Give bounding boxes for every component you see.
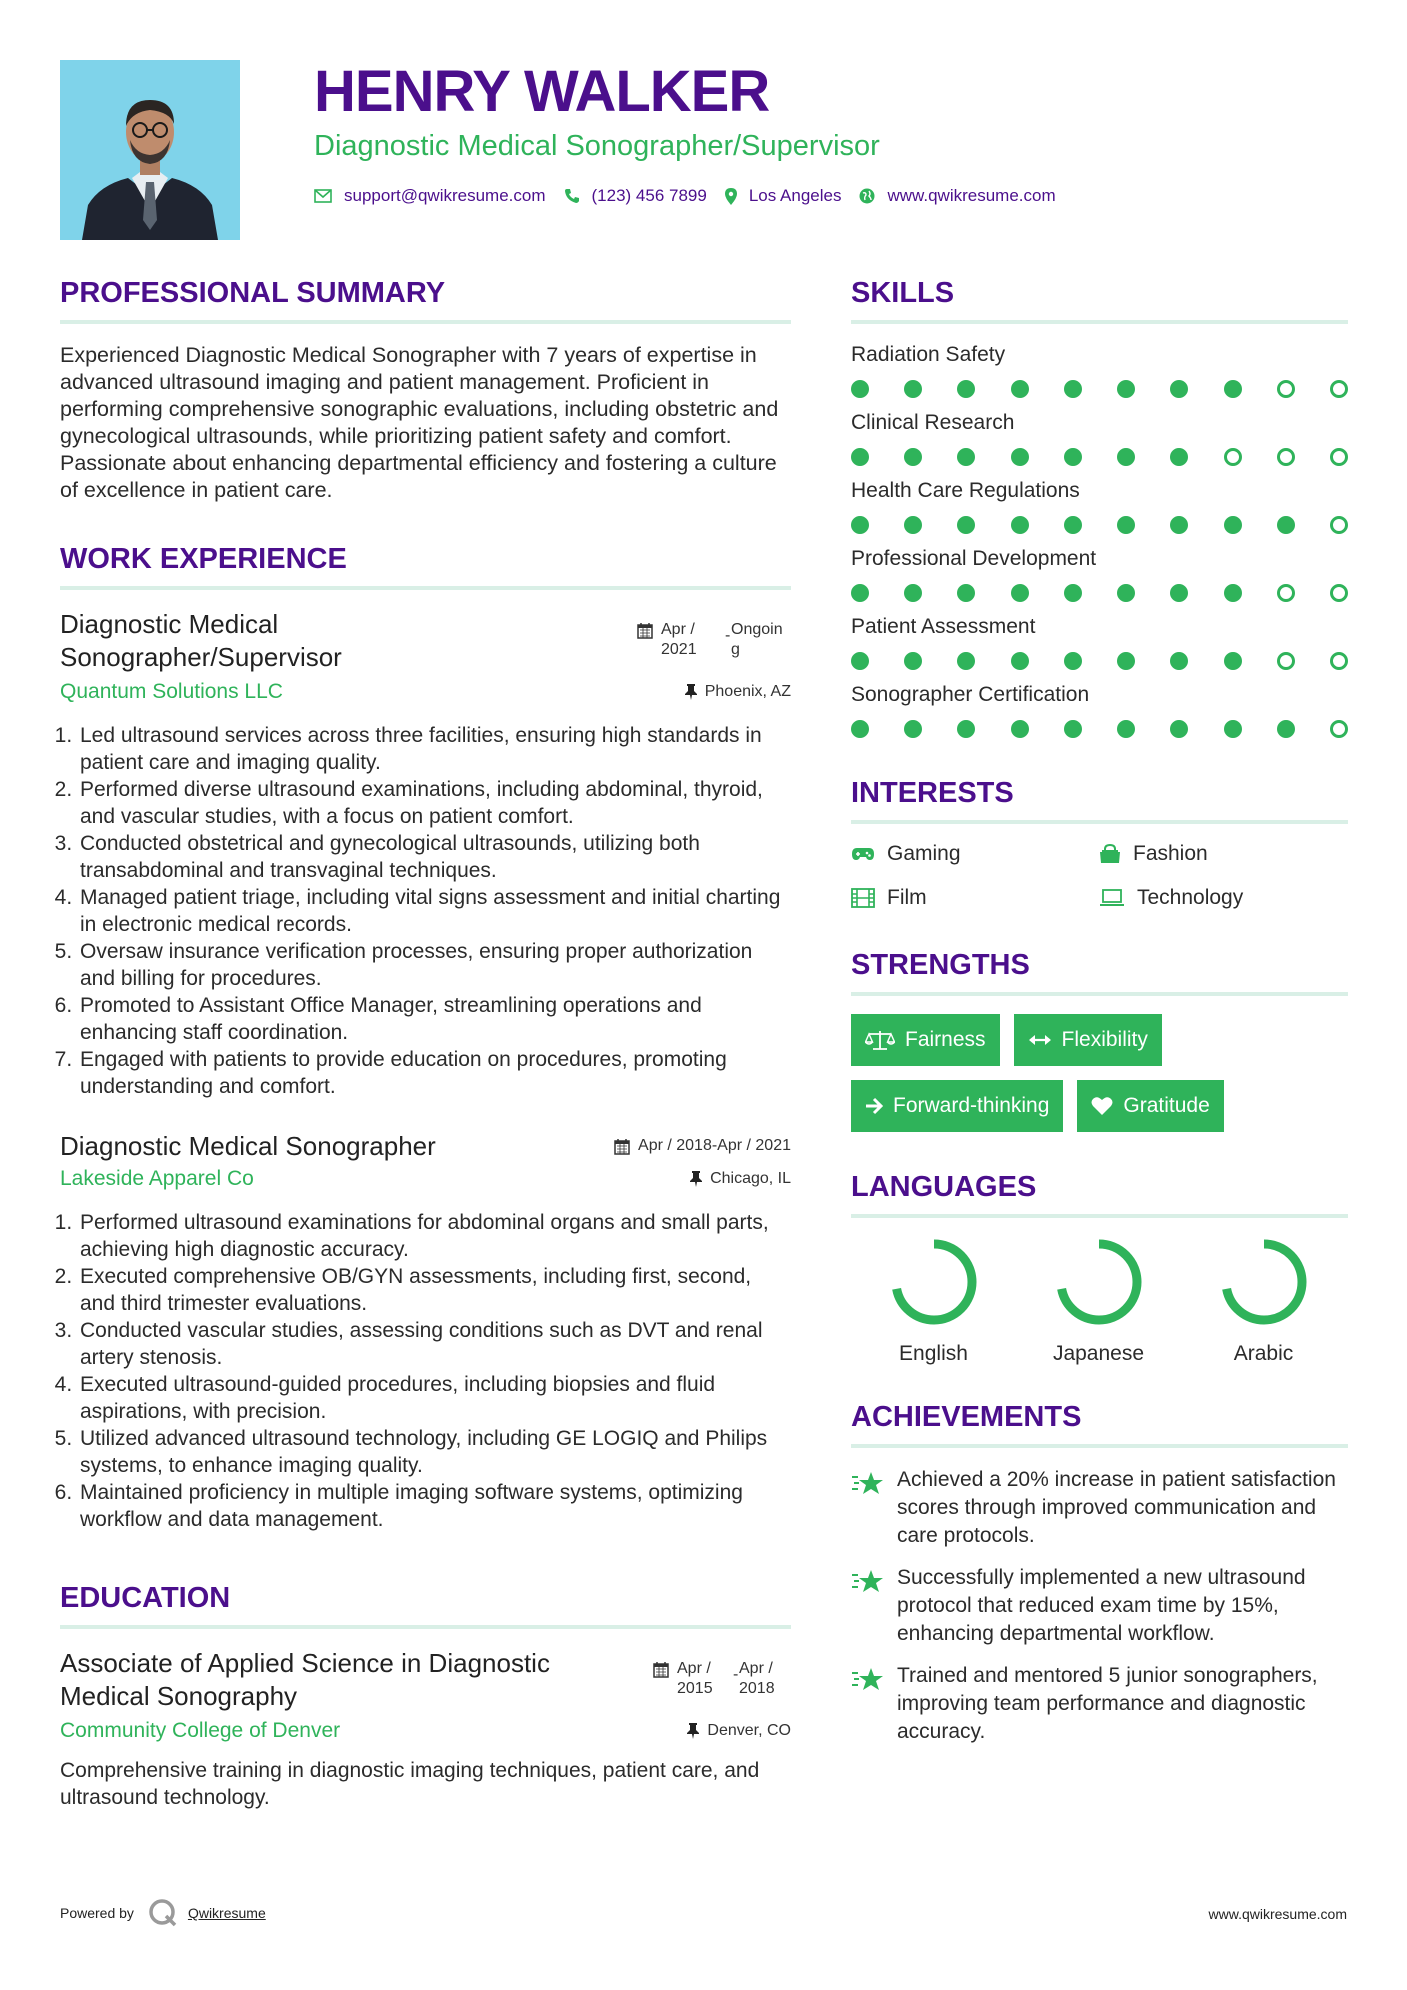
contact-email[interactable] [314, 186, 546, 206]
education-description: Comprehensive training in diagnostic imaging techniques, patient care, and ultrasound technology. [60, 1759, 760, 1809]
achievement-text: Successfully implemented a new ultrasound protocol that reduced exam time by 15%, enhancing departmental workflow. [897, 1566, 1306, 1645]
email-text: support@qwikresume.com [344, 186, 546, 205]
location-text: Los Angeles [748, 186, 842, 205]
interest-item [1099, 842, 1347, 866]
skill-item [851, 342, 1348, 398]
envelope-icon [314, 189, 332, 203]
rating-dot-empty [1277, 448, 1295, 466]
language-level-arc [1226, 1244, 1302, 1320]
rating-dot-filled [1170, 652, 1188, 670]
rating-dot-filled [957, 652, 975, 670]
phone-text: (123) 456 7899 [591, 186, 707, 205]
strength-label: Forward-thinking [893, 1094, 1050, 1117]
date-separator: - [733, 1666, 739, 1683]
profile-photo [60, 60, 240, 240]
rating-dot-filled [1011, 584, 1029, 602]
rating-dot-filled [904, 584, 922, 602]
skill-rating [851, 720, 1348, 738]
rating-dot-filled [1117, 448, 1135, 466]
start-date: Apr / 2021 [661, 621, 697, 658]
candidate-title: Diagnostic Medical Sonographer/Supervisor [314, 130, 880, 162]
achievements-heading: ACHIEVEMENTS [851, 1400, 1348, 1448]
skills-heading: SKILLS [851, 276, 1348, 324]
skill-rating [851, 448, 1348, 466]
strength-tag [851, 1080, 1063, 1132]
pushpin-icon [690, 1171, 702, 1187]
skill-rating [851, 652, 1348, 670]
skill-rating [851, 380, 1348, 398]
languages-section [851, 1170, 1348, 1366]
language-item [1181, 1236, 1346, 1366]
education-heading: EDUCATION [60, 1581, 791, 1629]
language-level-ring [1053, 1236, 1145, 1328]
job-entry [60, 1130, 791, 1533]
skill-name: Radiation Safety [851, 343, 1006, 366]
achievement-item [851, 1466, 1348, 1550]
film-icon [851, 888, 875, 908]
list-item: 1. Led ultrasound services across three facilities, ensuring high standards in patient care and imaging quality. [78, 722, 791, 776]
strength-tag [851, 1014, 1000, 1066]
skill-item [851, 546, 1348, 602]
rating-dot-filled [1064, 720, 1082, 738]
rating-dot-filled [957, 516, 975, 534]
contact-website[interactable] [859, 186, 1055, 206]
calendar-icon [653, 1661, 669, 1678]
company-name: Lakeside Apparel Co [60, 1167, 254, 1190]
list-item: 4. Managed patient triage, including vital signs assessment and initial charting in electronic medical records. [78, 884, 791, 938]
job-location [690, 1170, 791, 1188]
heart-icon [1091, 1096, 1113, 1116]
achievements-section [851, 1400, 1348, 1746]
language-name: Arabic [1233, 1342, 1294, 1365]
rating-dot-filled [1064, 516, 1082, 534]
rating-dot-filled [851, 652, 869, 670]
language-item [851, 1236, 1016, 1366]
candidate-name: HENRY WALKER [314, 59, 770, 124]
skill-rating [851, 516, 1348, 534]
powered-by-label: Powered by [60, 1905, 134, 1921]
language-name: English [899, 1342, 968, 1365]
rating-dot-filled [1011, 720, 1029, 738]
rating-dot-empty [1330, 584, 1348, 602]
language-level-ring [1218, 1236, 1310, 1328]
star-badge-icon [851, 1468, 885, 1498]
rating-dot-empty [1330, 652, 1348, 670]
rating-dot-filled [957, 448, 975, 466]
skill-name: Clinical Research [851, 411, 1015, 434]
language-level-ring [888, 1236, 980, 1328]
rating-dot-filled [851, 720, 869, 738]
job-dates [614, 1136, 791, 1156]
skill-rating [851, 584, 1348, 602]
school-location-text: Denver, CO [707, 1722, 791, 1739]
job-location-text: Phoenix, AZ [704, 683, 791, 700]
summary-heading: PROFESSIONAL SUMMARY [60, 276, 791, 324]
right-column [851, 276, 1348, 1760]
strengths-heading: STRENGTHS [851, 948, 1348, 996]
job-bullets [60, 1209, 791, 1533]
interest-item [851, 842, 1099, 866]
website-text: www.qwikresume.com [887, 186, 1056, 205]
calendar-icon [614, 1138, 630, 1155]
interests-list [851, 842, 1348, 910]
phone-icon [564, 188, 580, 204]
rating-dot-filled [1117, 720, 1135, 738]
strength-tag [1014, 1014, 1162, 1066]
rating-dot-filled [1277, 720, 1295, 738]
qwikresume-link[interactable]: Qwikresume [187, 1905, 266, 1921]
arrow-right-icon [865, 1097, 883, 1115]
interest-label: Technology [1137, 886, 1244, 909]
rating-dot-filled [1277, 516, 1295, 534]
rating-dot-filled [1170, 584, 1188, 602]
job-title: Diagnostic Medical Sonographer/Supervisor [60, 609, 342, 672]
start-date: Apr / 2015 [677, 1660, 713, 1697]
achievement-item [851, 1662, 1348, 1746]
list-item: 5. Utilized advanced ultrasound technology, including GE LOGIQ and Philips systems, to enhance imaging quality. [78, 1425, 791, 1479]
rating-dot-filled [1224, 380, 1242, 398]
strengths-section [851, 948, 1348, 1132]
rating-dot-filled [1011, 380, 1029, 398]
rating-dot-filled [1064, 584, 1082, 602]
contact-bar [314, 186, 1347, 206]
rating-dot-empty [1330, 720, 1348, 738]
strength-label: Fairness [905, 1028, 986, 1051]
rating-dot-empty [1277, 380, 1295, 398]
rating-dot-empty [1224, 448, 1242, 466]
list-item: 2. Executed comprehensive OB/GYN assessments, including first, second, and third trimester evaluations. [78, 1263, 791, 1317]
achievement-text: Trained and mentored 5 junior sonographers, improving team performance and diagnostic accuracy. [897, 1664, 1318, 1743]
experience-heading: WORK EXPERIENCE [60, 542, 791, 590]
summary-text: Experienced Diagnostic Medical Sonographer with 7 years of expertise in advanced ultrasound imaging and patient management. Proficient in performing comprehensive sonographic evaluations, including obstetric and gynecological ultrasounds, while prioritizing patient safety and comfort. Passionate about enhancing departmental efficiency and fostering a culture of excellence in patient care. [60, 343, 779, 502]
interest-item [1099, 886, 1347, 910]
job-location [685, 683, 791, 701]
rating-dot-empty [1277, 652, 1295, 670]
rating-dot-filled [1224, 584, 1242, 602]
rating-dot-filled [1170, 380, 1188, 398]
date-separator: - [725, 627, 731, 644]
list-item: 7. Engaged with patients to provide education on procedures, promoting understanding and comfort. [78, 1046, 791, 1100]
laptop-icon [1099, 889, 1125, 907]
rating-dot-filled [1170, 720, 1188, 738]
rating-dot-filled [1064, 652, 1082, 670]
contact-phone[interactable] [564, 186, 707, 206]
job-title: Diagnostic Medical Sonographer [60, 1131, 436, 1161]
rating-dot-filled [1117, 652, 1135, 670]
list-item: 2. Performed diverse ultrasound examinations, including abdominal, thyroid, and vascular studies, with a focus on patient comfort. [78, 776, 791, 830]
list-item: 4. Executed ultrasound-guided procedures, including biopsies and fluid aspirations, with precision. [78, 1371, 791, 1425]
education-dates [653, 1659, 791, 1699]
skill-name: Health Care Regulations [851, 479, 1080, 502]
rating-dot-filled [851, 584, 869, 602]
list-item: 3. Conducted vascular studies, assessing conditions such as DVT and renal artery stenosis. [78, 1317, 791, 1371]
rating-dot-empty [1330, 516, 1348, 534]
star-badge-icon [851, 1664, 885, 1694]
strength-label: Gratitude [1123, 1094, 1210, 1117]
rating-dot-filled [1224, 720, 1242, 738]
rating-dot-filled [957, 380, 975, 398]
gamepad-icon [851, 846, 875, 862]
experience-section [60, 542, 791, 1533]
interest-label: Film [887, 886, 927, 909]
rating-dot-filled [957, 584, 975, 602]
rating-dot-filled [1117, 380, 1135, 398]
skill-name: Patient Assessment [851, 615, 1036, 638]
strengths-list [851, 1014, 1348, 1132]
footer-website[interactable]: www.qwikresume.com [1208, 1906, 1347, 1922]
list-item: 3. Conducted obstetrical and gynecological ultrasounds, utilizing both transabdominal and transvaginal techniques. [78, 830, 791, 884]
rating-dot-filled [1170, 448, 1188, 466]
rating-dot-filled [904, 448, 922, 466]
interests-section [851, 776, 1348, 910]
rating-dot-empty [1277, 584, 1295, 602]
skill-item [851, 478, 1348, 534]
shopping-bag-icon [1099, 844, 1121, 864]
interest-label: Gaming [887, 842, 961, 865]
job-location-text: Chicago, IL [710, 1170, 791, 1187]
language-item [1016, 1236, 1181, 1366]
arrows-horizontal-icon [1028, 1033, 1052, 1047]
calendar-icon [637, 622, 653, 639]
rating-dot-filled [1064, 380, 1082, 398]
header [314, 58, 1347, 206]
end-date: Apr / 2018 [739, 1660, 775, 1697]
rating-dot-filled [851, 380, 869, 398]
list-item: 5. Oversaw insurance verification processes, ensuring proper authorization and billing for procedures. [78, 938, 791, 992]
footer-powered-by [60, 1898, 266, 1928]
rating-dot-filled [1117, 516, 1135, 534]
list-item: 6. Maintained proficiency in multiple imaging software systems, optimizing workflow and data management. [78, 1479, 791, 1533]
rating-dot-filled [1170, 516, 1188, 534]
skill-item [851, 682, 1348, 738]
job-dates [637, 620, 791, 660]
interest-item [851, 886, 1099, 910]
rating-dot-filled [904, 516, 922, 534]
education-section [60, 1581, 791, 1811]
rating-dot-filled [851, 448, 869, 466]
achievement-item [851, 1564, 1348, 1648]
language-name: Japanese [1052, 1342, 1145, 1365]
summary-section [60, 276, 791, 504]
achievement-text: Achieved a 20% increase in patient satisfaction scores through improved communication and care protocols. [897, 1468, 1336, 1547]
pushpin-icon [685, 684, 697, 700]
skills-list [851, 342, 1348, 738]
job-date-range: Apr / 2018-Apr / 2021 [638, 1137, 791, 1154]
job-bullets [60, 722, 791, 1100]
rating-dot-filled [1224, 652, 1242, 670]
balance-scale-icon [865, 1029, 895, 1051]
rating-dot-empty [1330, 448, 1348, 466]
end-date: Ongoin g [731, 621, 783, 658]
school-location [687, 1722, 791, 1740]
rating-dot-filled [851, 516, 869, 534]
skill-item [851, 410, 1348, 466]
job-entry [60, 608, 791, 1100]
language-level-arc [1061, 1244, 1137, 1320]
rating-dot-filled [1224, 516, 1242, 534]
skill-name: Sonographer Certification [851, 683, 1090, 706]
interest-label: Fashion [1133, 842, 1208, 865]
rating-dot-filled [904, 652, 922, 670]
qwikresume-logo-icon [148, 1898, 178, 1928]
strength-label: Flexibility [1061, 1028, 1148, 1051]
rating-dot-filled [904, 720, 922, 738]
rating-dot-filled [1117, 584, 1135, 602]
skills-section [851, 276, 1348, 738]
degree-title: Associate of Applied Science in Diagnostic Medical Sonography [60, 1648, 550, 1711]
skill-name: Professional Development [851, 547, 1097, 570]
rating-dot-empty [1330, 380, 1348, 398]
rating-dot-filled [1011, 448, 1029, 466]
languages-heading: LANGUAGES [851, 1170, 1348, 1218]
company-name: Quantum Solutions LLC [60, 680, 283, 703]
rating-dot-filled [1011, 516, 1029, 534]
map-pin-icon [725, 188, 737, 205]
languages-list [851, 1236, 1348, 1366]
rating-dot-filled [957, 720, 975, 738]
left-column [60, 276, 791, 1811]
rating-dot-filled [904, 380, 922, 398]
pushpin-icon [687, 1723, 699, 1739]
school-name: Community College of Denver [60, 1719, 341, 1742]
list-item: 6. Promoted to Assistant Office Manager, streamlining operations and enhancing staff coordination. [78, 992, 791, 1046]
globe-icon [859, 188, 875, 204]
star-badge-icon [851, 1566, 885, 1596]
skill-item [851, 614, 1348, 670]
rating-dot-filled [1011, 652, 1029, 670]
language-level-arc [896, 1244, 972, 1320]
list-item: 1. Performed ultrasound examinations for abdominal organs and small parts, achieving high diagnostic accuracy. [78, 1209, 791, 1263]
contact-location [725, 186, 842, 206]
strength-tag [1077, 1080, 1223, 1132]
interests-heading: INTERESTS [851, 776, 1348, 824]
rating-dot-filled [1064, 448, 1082, 466]
